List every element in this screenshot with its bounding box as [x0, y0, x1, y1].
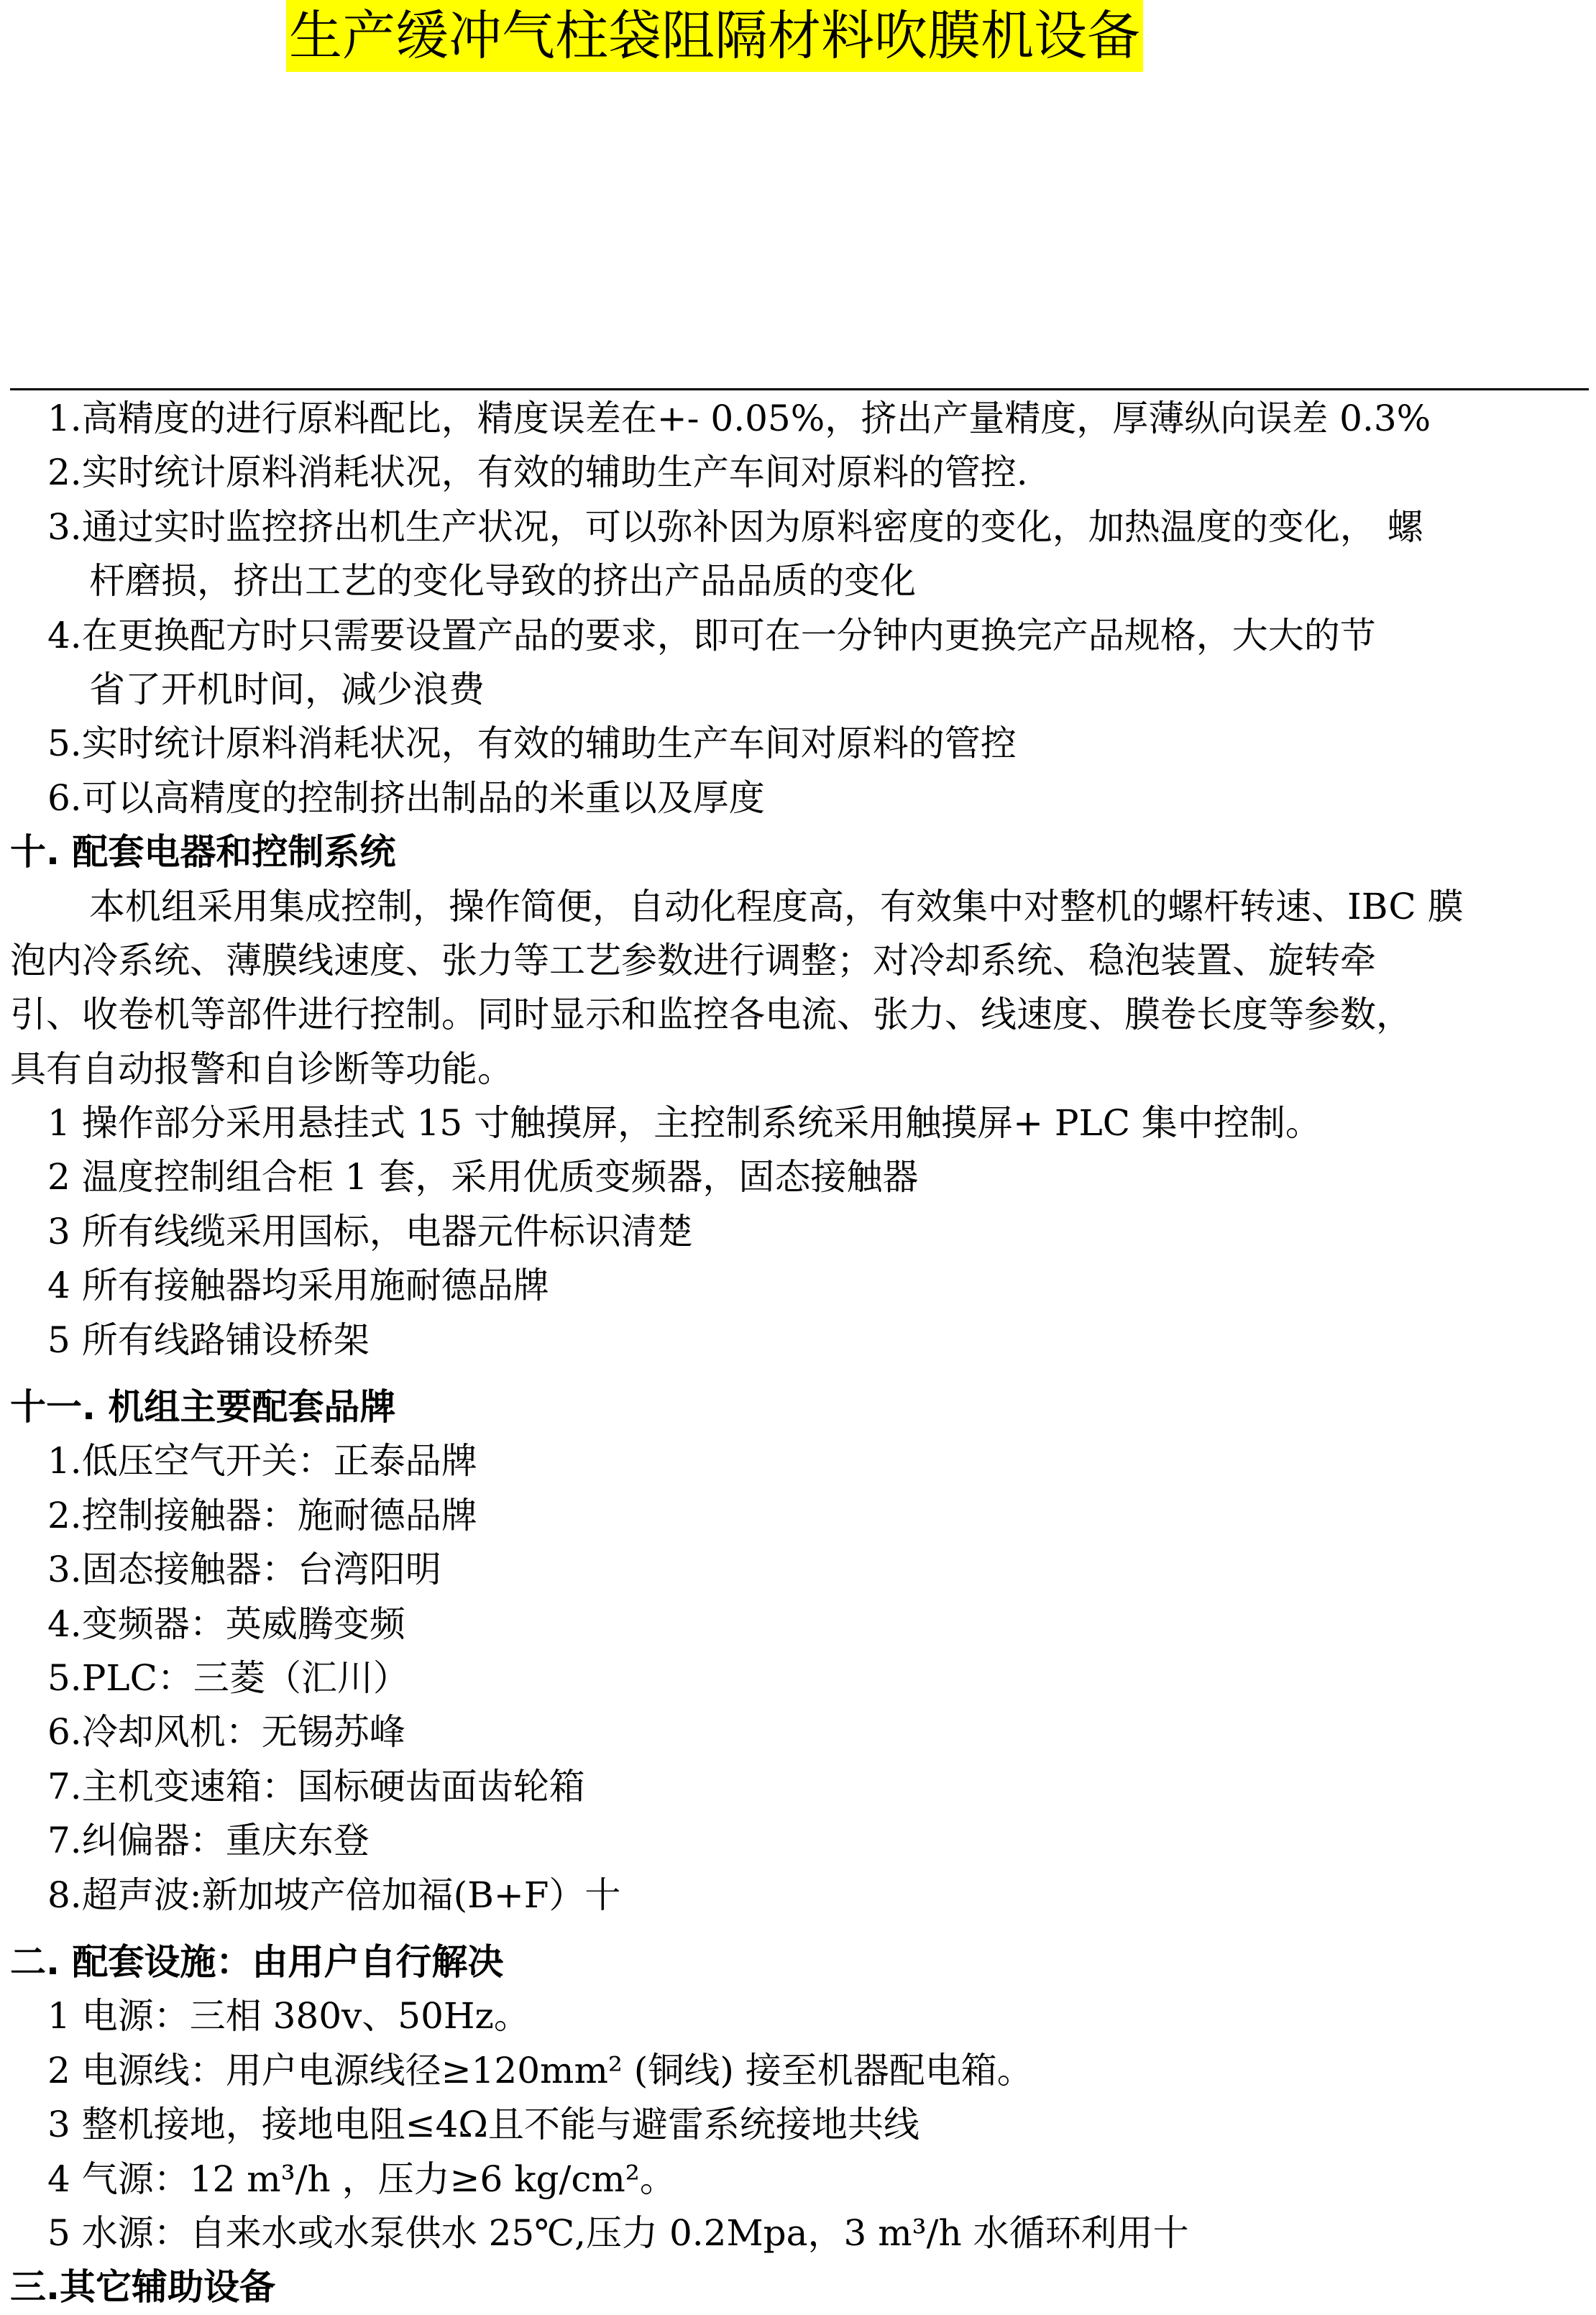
list-item [10, 1814, 1586, 1868]
paragraph-line: 本机组采用集成控制，操作简便，自动化程度高，有效集中对整机的螺杆转速、IBC 膜 [89, 885, 1464, 927]
item-number: 5 [47, 2211, 70, 2254]
paragraph-line: 具有自动报警和自诊断等功能。 [10, 1048, 513, 1090]
item-text: 水源：自来水或水泵供水 25℃,压力 0.2Mpa，3 m³/h 水循环利用十 [81, 2211, 1189, 2254]
list-item [10, 2098, 1586, 2152]
item-text: 可以高精度的控制挤出制品的米重以及厚度 [81, 776, 765, 819]
feature-list [10, 392, 1586, 825]
horizontal-rule [10, 388, 1589, 390]
list-item-continuation [10, 554, 1586, 608]
item-text: 超声波:新加坡产倍加福(B+F）十 [81, 1874, 621, 1916]
list-item [10, 2206, 1586, 2260]
list-item [10, 1205, 1586, 1259]
list-item [10, 1259, 1586, 1313]
list-item [10, 717, 1586, 771]
item-text: 固态接触器：台湾阳明 [81, 1549, 441, 1591]
section-heading: 二. 配套设施：由用户自行解决 [10, 1940, 504, 1983]
spacer [10, 1922, 1586, 1935]
item-number: 2 [47, 2049, 70, 2091]
item-text: 电源：三相 380v、50Hz。 [81, 1995, 530, 2037]
item-text: 整机接地，接地电阻≤4Ω且不能与避雷系统接地共线 [81, 2104, 919, 2146]
item-text: PLC：三菱（汇川） [81, 1656, 409, 1699]
list-item [10, 2153, 1586, 2206]
control-system-list [10, 1096, 1586, 1367]
item-text: 高精度的进行原料配比，精度误差在+- 0.05%，挤出产量精度，厚薄纵向误差 0.3% [81, 398, 1431, 439]
section-heading: 十. 配套电器和控制系统 [10, 831, 396, 874]
list-item [10, 2044, 1586, 2098]
item-number: 3 [47, 2104, 70, 2146]
title-wrapper [286, 0, 1143, 72]
item-text: 电源线：用户电源线径≥120mm² (铜线) 接至机器配电箱。 [81, 2049, 1033, 2091]
item-number: 5 [47, 1319, 70, 1361]
list-item [10, 1314, 1586, 1367]
item-number: 7. [47, 1765, 82, 1807]
item-number: 2 [47, 1156, 70, 1198]
list-item [10, 609, 1586, 663]
brand-list [10, 1434, 1586, 1922]
item-number: 5. [47, 1656, 82, 1699]
item-number: 4 [47, 2158, 70, 2200]
list-item [10, 1869, 1586, 1922]
item-text: 冷却风机：无锡苏峰 [81, 1711, 405, 1754]
section-heading: 十一. 机组主要配套品牌 [10, 1386, 396, 1429]
list-item [10, 1150, 1586, 1204]
list-item [10, 1543, 1586, 1597]
facilities-list [10, 1989, 1586, 2260]
item-number: 1 [47, 1102, 70, 1145]
item-text: 操作部分采用悬挂式 15 寸触摸屏，主控制系统采用触摸屏+ PLC 集中控制。 [81, 1102, 1321, 1145]
item-text: 主机变速箱：国标硬齿面齿轮箱 [81, 1765, 585, 1807]
item-text: 温度控制组合柜 1 套，采用优质变频器，固态接触器 [81, 1156, 919, 1198]
document-body [10, 392, 1586, 2315]
item-number: 3 [47, 1210, 70, 1252]
list-item [10, 1760, 1586, 1814]
item-number: 6. [47, 1711, 82, 1754]
list-item [10, 1989, 1586, 2043]
item-text: 所有接触器均采用施耐德品牌 [81, 1265, 549, 1307]
section-heading: 三.其它辅助设备 [10, 2266, 275, 2309]
item-text: 所有线路铺设桥架 [81, 1319, 370, 1361]
item-number: 3. [47, 1549, 82, 1591]
item-number: 7. [47, 1820, 82, 1862]
item-number: 1. [47, 398, 82, 439]
item-text: 实时统计原料消耗状况，有效的辅助生产车间对原料的管控 [81, 723, 1017, 765]
item-number: 4. [47, 1603, 82, 1645]
list-item [10, 1705, 1586, 1759]
item-text: 省了开机时间，减少浪费 [89, 668, 485, 710]
item-number: 6. [47, 776, 82, 819]
item-number: 5. [47, 723, 82, 765]
list-item [10, 500, 1586, 554]
spacer [10, 1367, 1586, 1380]
list-item [10, 1651, 1586, 1705]
item-text: 控制接触器：施耐德品牌 [81, 1494, 477, 1536]
item-text: 杆磨损，挤出工艺的变化导致的挤出产品品质的变化 [89, 560, 916, 602]
list-item [10, 1597, 1586, 1651]
list-item [10, 392, 1586, 446]
document-title: 生产缓冲气柱袋阻隔材料吹膜机设备 [286, 0, 1143, 72]
list-item [10, 446, 1586, 500]
item-number: 1. [47, 1440, 82, 1482]
item-text: 在更换配方时只需要设置产品的要求，即可在一分钟内更换完产品规格，大大的节 [81, 614, 1376, 656]
item-text: 低压空气开关：正泰品牌 [81, 1440, 477, 1482]
item-number: 2. [47, 1494, 82, 1536]
item-text: 纠偏器：重庆东登 [81, 1820, 370, 1862]
list-item [10, 1434, 1586, 1488]
item-text: 通过实时监控挤出机生产状况，可以弥补因为原料密度的变化，加热温度的变化， 螺 [81, 505, 1423, 548]
item-text: 所有线缆采用国标，电器元件标识清楚 [81, 1210, 693, 1252]
paragraph-line: 引、收卷机等部件进行控制。同时显示和监控各电流、张力、线速度、膜卷长度等参数， [10, 994, 1412, 1036]
item-text: 气源：12 m³/h ，压力≥6 kg/cm²。 [81, 2158, 676, 2200]
list-item [10, 1489, 1586, 1543]
item-number: 1 [47, 1995, 70, 2037]
list-item [10, 771, 1586, 825]
list-item [10, 1096, 1586, 1150]
item-number: 4 [47, 1265, 70, 1307]
item-number: 4. [47, 614, 82, 656]
paragraph-line: 泡内冷系统、薄膜线速度、张力等工艺参数进行调整；对冷却系统、稳泡装置、旋转牵 [10, 939, 1376, 981]
item-text: 变频器：英威腾变频 [81, 1603, 405, 1645]
section-paragraph [10, 880, 1586, 1097]
item-number: 8. [47, 1874, 82, 1916]
item-text: 实时统计原料消耗状况，有效的辅助生产车间对原料的管控. [81, 451, 1028, 494]
item-number: 2. [47, 451, 82, 494]
item-number: 3. [47, 505, 82, 548]
list-item-continuation [10, 663, 1586, 717]
